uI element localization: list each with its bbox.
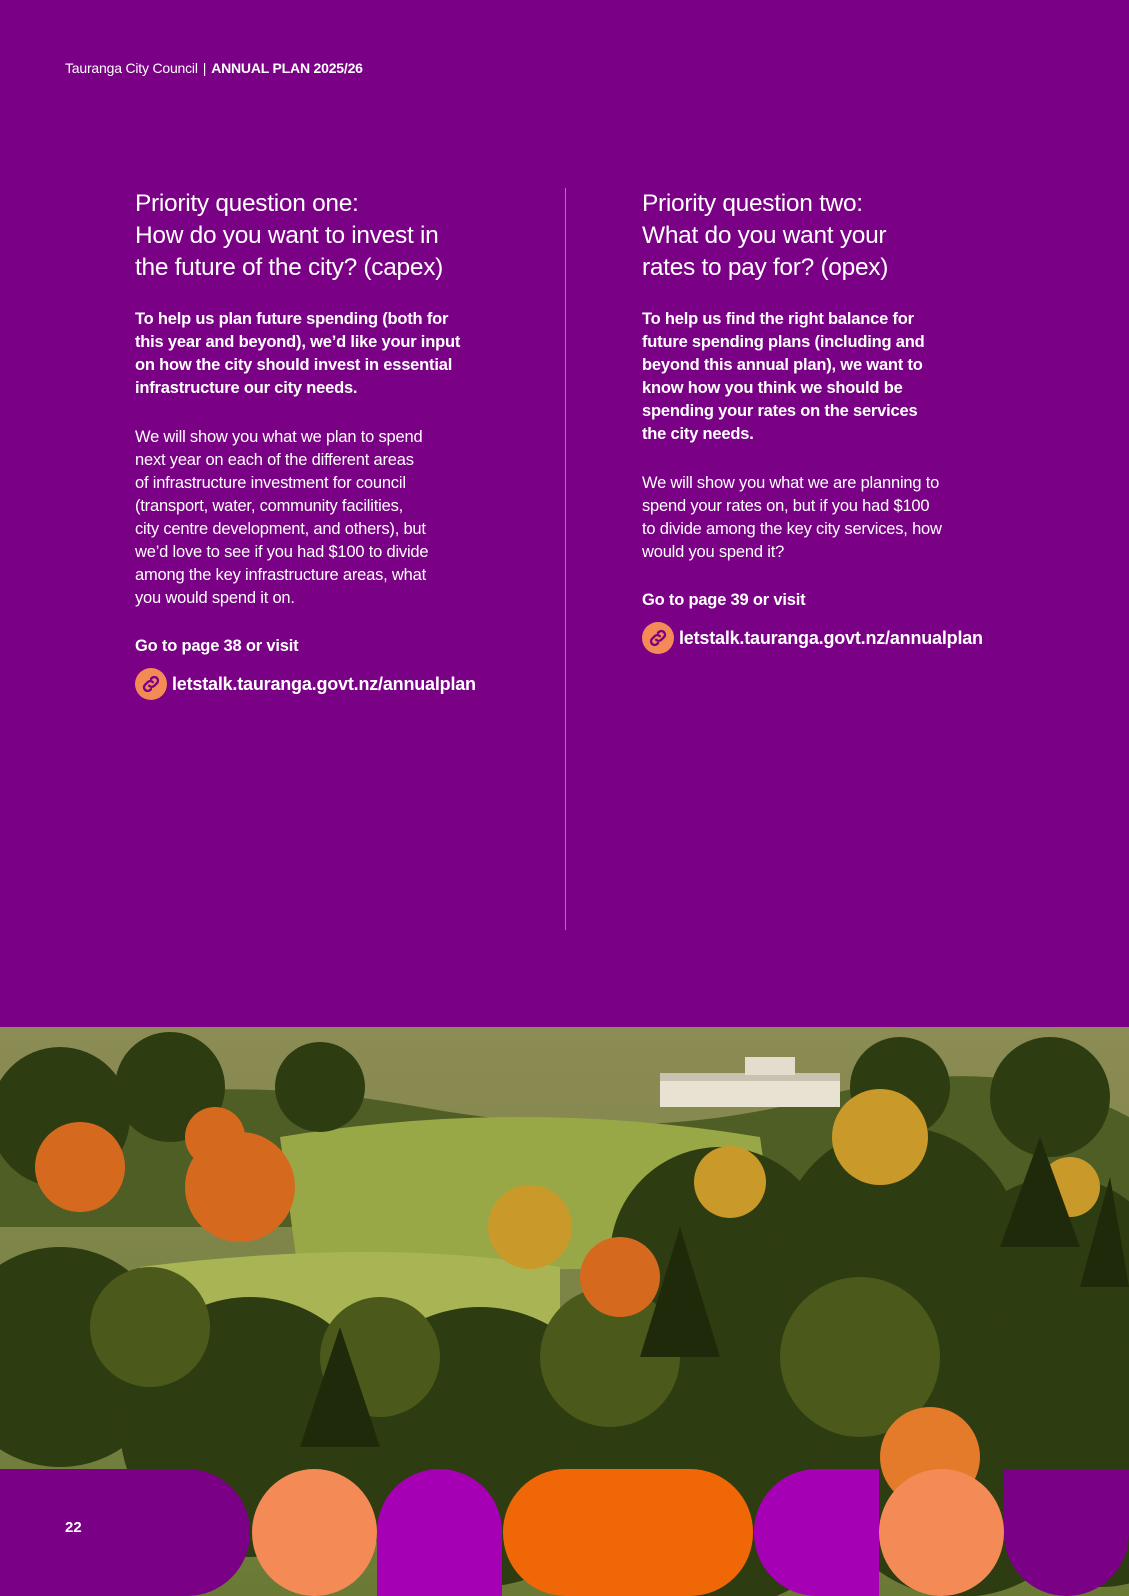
decorative-shape-pill [0, 1469, 250, 1596]
lead-line: on how the city should invest in essential [135, 356, 453, 374]
decorative-shape-pill [503, 1469, 753, 1596]
chain-link-icon [642, 622, 674, 654]
body-line: would you spend it? [642, 543, 785, 561]
question-two-link[interactable]: letstalk.tauranga.govt.nz/annualplan [679, 627, 983, 648]
header-plan-title: ANNUAL PLAN 2025/26 [211, 60, 363, 76]
lead-line: beyond this annual plan), we want to [642, 356, 923, 374]
title-line: How do you want to invest in [135, 222, 439, 249]
decorative-shape-circle [879, 1469, 1004, 1596]
question-one-goto: Go to page 38 or visit [135, 637, 299, 655]
header-separator: | [202, 60, 207, 76]
question-one-link-row[interactable] [135, 668, 505, 700]
title-line: the future of the city? (capex) [135, 254, 444, 281]
lead-line: To help us plan future spending (both for [135, 310, 449, 328]
header-org: Tauranga City Council [65, 60, 198, 76]
title-line: What do you want your [642, 222, 887, 249]
decorative-shape-bowl [1004, 1469, 1129, 1596]
question-two-link-row[interactable] [642, 622, 1012, 654]
body-line: of infrastructure investment for council [135, 474, 406, 492]
column-divider [565, 188, 566, 930]
body-line: We will show you what we are planning to [642, 474, 940, 492]
question-one-lead [135, 308, 505, 400]
body-line: (transport, water, community facilities, [135, 497, 404, 515]
priority-question-two [642, 188, 1012, 654]
body-line: We will show you what we plan to spend [135, 428, 423, 446]
question-one-title [135, 188, 505, 284]
question-one-link[interactable]: letstalk.tauranga.govt.nz/annualplan [172, 673, 476, 694]
lead-line: spending your rates on the services [642, 402, 918, 420]
title-line: rates to pay for? (opex) [642, 254, 889, 281]
body-line: you would spend it on. [135, 589, 295, 607]
body-line: we’d love to see if you had $100 to divide [135, 543, 429, 561]
lead-line: this year and beyond), we’d like your input [135, 333, 461, 351]
body-line: among the key infrastructure areas, what [135, 566, 426, 584]
decorative-shape-arch [377, 1469, 502, 1596]
question-two-title [642, 188, 1012, 284]
running-header [65, 60, 363, 76]
priority-question-one [135, 188, 505, 700]
lead-line: future spending plans (including and [642, 333, 925, 351]
body-line: next year on each of the different areas [135, 451, 414, 469]
lead-line: infrastructure our city needs. [135, 379, 358, 397]
title-line: Priority question one: [135, 190, 359, 217]
body-line: spend your rates on, but if you had $100 [642, 497, 930, 515]
lead-line: the city needs. [642, 425, 754, 443]
lead-line: To help us find the right balance for [642, 310, 914, 328]
question-two-body [642, 472, 1012, 564]
lead-line: know how you think we should be [642, 379, 903, 397]
title-line: Priority question two: [642, 190, 863, 217]
chain-link-icon [135, 668, 167, 700]
question-two-lead [642, 308, 1012, 446]
body-line: to divide among the key city services, how [642, 520, 942, 538]
body-line: city centre development, and others), but [135, 520, 426, 538]
question-two-goto: Go to page 39 or visit [642, 591, 806, 609]
decorative-shape-half-pill [754, 1469, 879, 1596]
decorative-shape-circle [252, 1469, 377, 1596]
question-one-body [135, 426, 505, 610]
page-number: 22 [65, 1519, 82, 1536]
